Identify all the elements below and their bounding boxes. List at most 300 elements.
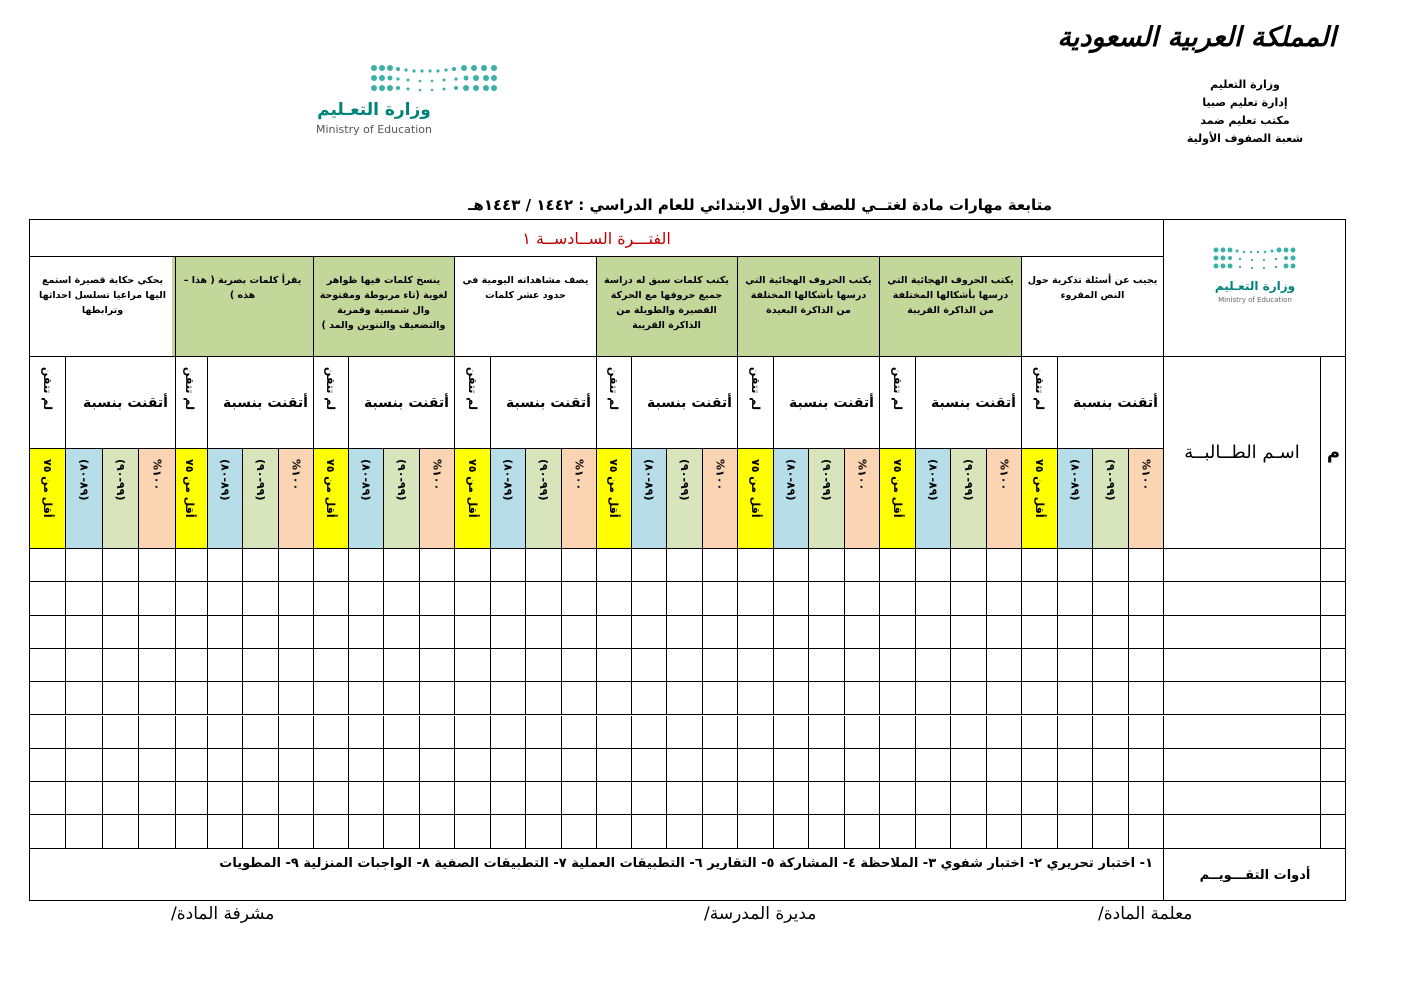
table-cell [703, 716, 738, 749]
table-cell [526, 616, 561, 649]
level-text: أقل من ٧٥ [891, 459, 904, 518]
table-cell [172, 549, 208, 582]
table-cell [632, 782, 667, 815]
table-cell [208, 716, 243, 749]
table-cell [1093, 782, 1128, 815]
table-cell [562, 616, 597, 649]
table-cell [951, 549, 986, 582]
table-cell [738, 616, 774, 649]
table-cell [1058, 716, 1093, 749]
table-cell [420, 549, 455, 582]
table-cell [738, 716, 774, 749]
student-name-cell [1164, 682, 1321, 715]
table-cell [1058, 682, 1093, 715]
table-cell [987, 549, 1022, 582]
table-cell [845, 682, 880, 715]
level-header [1022, 449, 1058, 549]
table-cell [738, 782, 774, 815]
table-cell [987, 582, 1022, 615]
table-cell [491, 549, 526, 582]
table-cell [384, 616, 419, 649]
kingdom-emblem-text: المملكة العربية السعودية [1057, 22, 1336, 53]
logo-dots-icon [368, 64, 503, 98]
level-text: أقل من ٧٥ [749, 459, 762, 518]
table-cell [491, 682, 526, 715]
table-cell [916, 649, 951, 682]
level-text: ١٠٠% [997, 459, 1011, 491]
table-cell [880, 716, 916, 749]
table-cell [774, 582, 809, 615]
table-cell [103, 749, 140, 782]
level-text: (٩٩-٩٠) [961, 459, 975, 501]
logo-english-small: Ministry of Education [1218, 296, 1292, 304]
table-cell [384, 716, 419, 749]
skill-header: يكتب كلمات سبق له دراسة جميع حروفها مع الحركة القصيرة والطويلة من الذاكرة القريبة [596, 257, 738, 357]
level-header [632, 449, 667, 549]
table-cell [30, 716, 66, 749]
table-cell [139, 749, 176, 782]
table-cell [987, 782, 1022, 815]
table-cell [243, 716, 278, 749]
table-cell [596, 716, 632, 749]
table-cell [632, 749, 667, 782]
table-cell [667, 582, 702, 615]
student-name-cell [1164, 716, 1321, 749]
table-cell [243, 682, 278, 715]
table-cell [172, 616, 208, 649]
level-text: ١٠٠% [855, 459, 869, 491]
level-header [420, 449, 455, 549]
table-cell [420, 716, 455, 749]
level-text: (٨٩-٨٠) [359, 459, 373, 501]
level-header [526, 449, 561, 549]
level-header [349, 449, 384, 549]
table-cell [384, 749, 419, 782]
table-cell [526, 682, 561, 715]
table-cell [845, 749, 880, 782]
level-header [491, 449, 526, 549]
ministry-lines [1170, 76, 1320, 148]
table-cell [172, 649, 208, 682]
not-mastered-label [313, 357, 349, 449]
table-cell [738, 582, 774, 615]
evaluation-tools-list: ١- اختبار تحريري ٢- اختبار شفوي ٣- الملاحظة ٤- المشاركة ٥- التقارير ٦- التطبيقات العملية ٧- التطبيقات الصفية ٨- الواجبات المنزلية ٩- المطويات [30, 849, 1164, 901]
not-mastered-text: لم تتقن [41, 367, 54, 411]
table-cell [703, 649, 738, 682]
table-cell [774, 616, 809, 649]
table-cell [632, 582, 667, 615]
table-cell [526, 782, 561, 815]
level-text: أقل من ٧٥ [1033, 459, 1046, 518]
level-header [738, 449, 774, 549]
table-cell [455, 549, 491, 582]
table-cell [667, 549, 702, 582]
level-header [1058, 449, 1093, 549]
table-cell [562, 782, 597, 815]
table-cell [738, 549, 774, 582]
table-cell [1093, 682, 1128, 715]
level-header [139, 449, 176, 549]
table-cell [1022, 716, 1058, 749]
table-cell [703, 682, 738, 715]
level-text: ١٠٠% [150, 459, 164, 491]
table-cell [667, 616, 702, 649]
table-cell [384, 649, 419, 682]
level-header [774, 449, 809, 549]
table-cell [139, 549, 176, 582]
table-cell [1093, 582, 1128, 615]
table-cell [987, 716, 1022, 749]
table-cell [491, 749, 526, 782]
table-cell [103, 682, 140, 715]
level-header [243, 449, 278, 549]
table-cell [243, 582, 278, 615]
table-cell [951, 616, 986, 649]
table-cell [880, 682, 916, 715]
table-cell [703, 582, 738, 615]
supervisor-signature: مشرفة المادة/ [171, 904, 275, 924]
table-cell [703, 815, 738, 848]
table-cell [420, 582, 455, 615]
table-cell [30, 616, 66, 649]
logo-arabic-text: وزارة التعـليم [317, 100, 431, 120]
table-cell [384, 682, 419, 715]
level-text: ١٠٠% [713, 459, 727, 491]
table-cell [1129, 682, 1164, 715]
table-cell [384, 815, 419, 848]
table-cell [1093, 749, 1128, 782]
mastered-percent-label: أتقنت بنسبة [208, 357, 314, 449]
mastered-percent-label: أتقنت بنسبة [632, 357, 738, 449]
table-cell [596, 782, 632, 815]
table-cell [916, 616, 951, 649]
teacher-signature: معلمة المادة/ [1098, 904, 1193, 924]
table-cell [208, 749, 243, 782]
table-cell [66, 549, 103, 582]
level-header [455, 449, 491, 549]
table-cell [526, 716, 561, 749]
level-header [562, 449, 597, 549]
table-cell [279, 549, 314, 582]
level-text: ١٠٠% [1139, 459, 1153, 491]
table-cell [987, 749, 1022, 782]
table-cell [313, 616, 349, 649]
level-header [845, 449, 880, 549]
table-cell [139, 716, 176, 749]
not-mastered-text: لم تتقن [183, 367, 196, 411]
mastered-percent-label: أتقنت بنسبة [491, 357, 597, 449]
table-cell [384, 549, 419, 582]
level-header [1093, 449, 1128, 549]
level-text: (٩٩-٩٠) [394, 459, 408, 501]
ministry-line: إدارة تعليم صبيا [1202, 96, 1288, 109]
table-cell [880, 815, 916, 848]
level-header [916, 449, 951, 549]
table-cell [632, 815, 667, 848]
level-header [313, 449, 349, 549]
table-cell [667, 749, 702, 782]
table-cell [313, 549, 349, 582]
table-cell [1058, 649, 1093, 682]
level-header [809, 449, 844, 549]
table-cell [596, 616, 632, 649]
row-number-cell [1321, 749, 1346, 782]
table-cell [420, 782, 455, 815]
table-cell [1022, 616, 1058, 649]
table-cell [349, 549, 384, 582]
table-cell [384, 782, 419, 815]
table-cell [243, 649, 278, 682]
student-name-cell [1164, 782, 1321, 815]
table-cell [596, 582, 632, 615]
table-cell [809, 649, 844, 682]
level-text: أقل من ٧٥ [183, 459, 196, 518]
table-cell [774, 782, 809, 815]
table-cell [208, 815, 243, 848]
level-text: (٨٩-٨٠) [218, 459, 232, 501]
level-text: (٨٩-٨٠) [642, 459, 656, 501]
table-cell [845, 582, 880, 615]
level-header [384, 449, 419, 549]
table-cell [313, 749, 349, 782]
table-cell [103, 782, 140, 815]
table-cell [208, 682, 243, 715]
level-text: ١٠٠% [572, 459, 586, 491]
table-cell [313, 582, 349, 615]
table-cell [562, 682, 597, 715]
table-cell [66, 582, 103, 615]
table-cell [420, 616, 455, 649]
table-cell [30, 749, 66, 782]
level-header [703, 449, 738, 549]
table-cell [1022, 549, 1058, 582]
level-header [951, 449, 986, 549]
table-cell [491, 616, 526, 649]
table-cell [774, 549, 809, 582]
table-cell [738, 749, 774, 782]
level-text: (٩٩-٩٠) [253, 459, 267, 501]
table-cell [1058, 749, 1093, 782]
table-cell [349, 815, 384, 848]
table-cell [384, 582, 419, 615]
student-name-cell [1164, 582, 1321, 615]
not-mastered-label [172, 357, 208, 449]
table-cell [1129, 616, 1164, 649]
not-mastered-text: لم تتقن [891, 367, 904, 411]
table-cell [880, 582, 916, 615]
table-cell [526, 582, 561, 615]
table-cell [951, 716, 986, 749]
table-cell [455, 749, 491, 782]
table-cell [30, 549, 66, 582]
table-cell [243, 749, 278, 782]
table-cell [349, 716, 384, 749]
table-cell [667, 716, 702, 749]
table-cell [313, 649, 349, 682]
level-header [172, 449, 208, 549]
not-mastered-text: لم تتقن [1033, 367, 1046, 411]
table-cell [1022, 749, 1058, 782]
skills-tracking-table [29, 219, 1346, 901]
table-cell [632, 649, 667, 682]
level-header [987, 449, 1022, 549]
table-cell [30, 815, 66, 848]
table-cell [987, 815, 1022, 848]
table-cell [172, 815, 208, 848]
table-cell [916, 716, 951, 749]
table-cell [809, 782, 844, 815]
table-cell [491, 649, 526, 682]
table-cell [774, 682, 809, 715]
table-cell [916, 749, 951, 782]
table-cell [208, 616, 243, 649]
table-cell [916, 782, 951, 815]
table-cell [420, 649, 455, 682]
table-cell [774, 815, 809, 848]
table-cell [738, 815, 774, 848]
student-name-cell [1164, 616, 1321, 649]
table-cell [880, 749, 916, 782]
ministry-of-education-logo [300, 60, 510, 140]
table-cell [1129, 782, 1164, 815]
table-cell [1093, 815, 1128, 848]
table-cell [66, 616, 103, 649]
table-cell [172, 749, 208, 782]
table-cell [279, 716, 314, 749]
table-cell [845, 616, 880, 649]
table-cell [66, 782, 103, 815]
table-cell [703, 549, 738, 582]
not-mastered-label [30, 357, 66, 449]
table-cell [667, 682, 702, 715]
table-cell [774, 716, 809, 749]
table-cell [845, 716, 880, 749]
table-cell [420, 749, 455, 782]
skill-header: يكتب الحروف الهجائية التي درسها بأشكالها المختلفة من الذاكرة القريبة [880, 257, 1022, 357]
table-cell [243, 616, 278, 649]
table-cell [243, 815, 278, 848]
row-number-cell [1321, 549, 1346, 582]
table-cell [987, 616, 1022, 649]
table-cell [279, 616, 314, 649]
not-mastered-text: لم تتقن [607, 367, 620, 411]
level-text: (٨٩-٨٠) [784, 459, 798, 501]
logo-arabic-small: وزارة التعـليم [1214, 279, 1296, 293]
level-text: ١٠٠% [289, 459, 303, 491]
table-cell [738, 682, 774, 715]
not-mastered-text: لم تتقن [324, 367, 337, 411]
table-cell [845, 649, 880, 682]
table-cell [562, 649, 597, 682]
table-cell [1058, 782, 1093, 815]
table-cell [455, 582, 491, 615]
table-cell [103, 616, 140, 649]
table-cell [1129, 582, 1164, 615]
table-cell [491, 582, 526, 615]
table-cell [562, 582, 597, 615]
table-cell [349, 616, 384, 649]
table-cell [279, 749, 314, 782]
table-cell [279, 582, 314, 615]
table-cell [139, 582, 176, 615]
table-cell [243, 782, 278, 815]
skill-header: ينسخ كلمات فيها ظواهر لغوية (تاء مربوطة ومفتوحة وال شمسية وقمرية والتضعيف والتنوين والمد ) [313, 257, 455, 357]
table-cell [596, 815, 632, 848]
table-cell [172, 782, 208, 815]
table-cell [951, 649, 986, 682]
mastered-percent-label: أتقنت بنسبة [916, 357, 1022, 449]
table-cell [103, 549, 140, 582]
table-cell [632, 549, 667, 582]
table-cell [1058, 582, 1093, 615]
table-cell [30, 582, 66, 615]
table-cell [809, 749, 844, 782]
table-cell [951, 582, 986, 615]
table-cell [103, 582, 140, 615]
table-cell [774, 649, 809, 682]
student-name-header: اسـم الطــالبــة [1164, 357, 1321, 549]
table-cell [809, 716, 844, 749]
table-cell [667, 649, 702, 682]
table-cell [455, 782, 491, 815]
not-mastered-label [1022, 357, 1058, 449]
table-cell [526, 815, 561, 848]
level-header [279, 449, 314, 549]
student-name-cell [1164, 649, 1321, 682]
level-header [1129, 449, 1164, 549]
table-cell [987, 682, 1022, 715]
table-cell [420, 815, 455, 848]
level-text: (٩٩-٩٠) [1103, 459, 1117, 501]
table-cell [1129, 716, 1164, 749]
table-cell [1058, 549, 1093, 582]
table-cell [880, 649, 916, 682]
table-cell [809, 616, 844, 649]
table-cell [809, 815, 844, 848]
table-cell [880, 782, 916, 815]
table-cell [1093, 549, 1128, 582]
level-header [880, 449, 916, 549]
table-cell [208, 582, 243, 615]
table-cell [208, 782, 243, 815]
skill-header: يكتب الحروف الهجائية التي درسها بأشكالها المختلفة من الذاكرة البعيدة [738, 257, 880, 357]
table-cell [455, 616, 491, 649]
table-cell [987, 649, 1022, 682]
table-cell [139, 649, 176, 682]
row-number-cell [1321, 582, 1346, 615]
table-cell [349, 682, 384, 715]
table-cell [774, 749, 809, 782]
table-cell [279, 649, 314, 682]
table-cell [632, 716, 667, 749]
table-cell [632, 682, 667, 715]
table-cell [30, 649, 66, 682]
ministry-line: شعبة الصفوف الأولية [1186, 132, 1304, 145]
table-cell [667, 782, 702, 815]
table-cell [208, 649, 243, 682]
table-cell [1093, 649, 1128, 682]
table-cell [103, 815, 140, 848]
table-cell [562, 815, 597, 848]
student-name-cell [1164, 815, 1321, 848]
table-cell [845, 549, 880, 582]
table-cell [103, 716, 140, 749]
level-text: (٩٩-٩٠) [677, 459, 691, 501]
skill-header: يجيب عن أسئلة تذكرية حول النص المقروء [1022, 257, 1164, 357]
level-text: أقل من ٧٥ [41, 459, 54, 518]
table-cell [632, 616, 667, 649]
table-cell [562, 716, 597, 749]
